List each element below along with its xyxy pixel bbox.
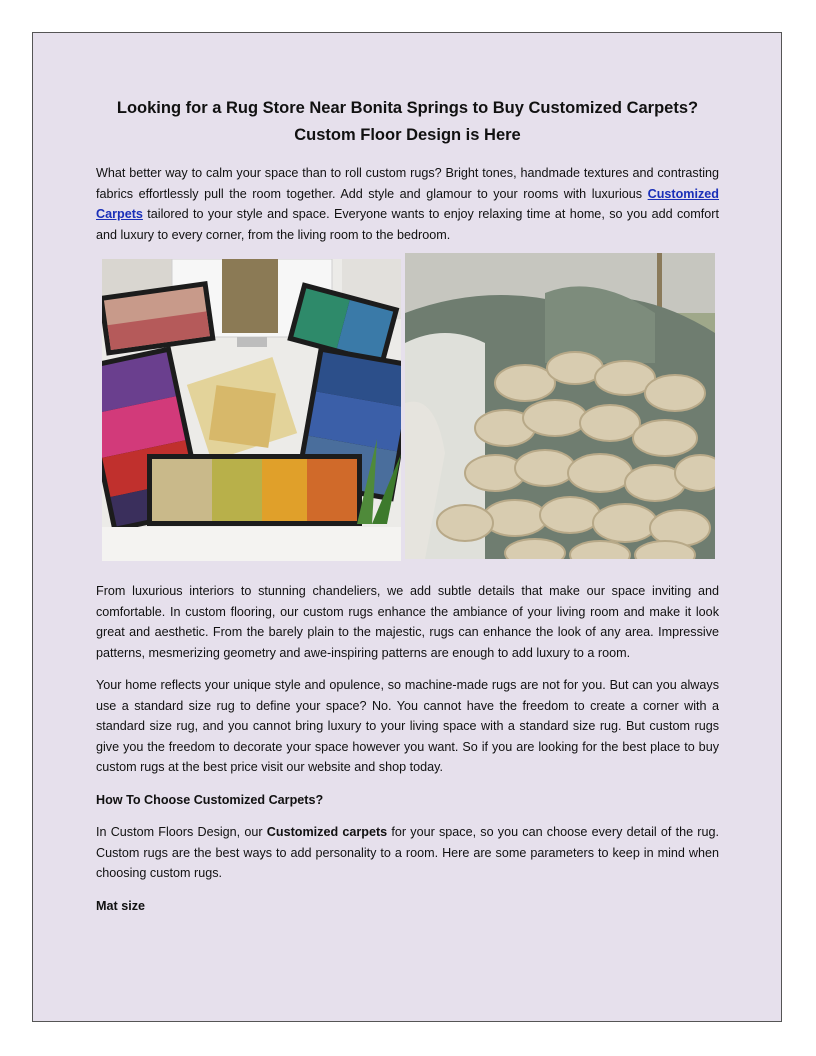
paragraph-ambiance: From luxurious interiors to stunning chandeliers, we add subtle details that make our space inviting and comfortable. In custom flooring, our custom rugs enhance the ambiance of your living room and make it look great and aesthetic. From the barely plain to the majestic, rugs can enhance the look of any area. Impressive patterns, mesmerizing geometry and awe-inspiring patterns are enough to add luxury to a room. (96, 584, 719, 660)
document-page (32, 32, 782, 1022)
intro-paragraph (96, 163, 719, 245)
paragraph-unique-style: Your home reflects your unique style and opulence, so machine-made rugs are not for you. But can you always use a standard size rug to define your space? No. You cannot have the freedom to create a corner with a standard size rug, and you cannot bring luxury to your living space with a standard size rug. But custom rugs give you the freedom to decorate your space however you want. So if you are looking for the best place to buy custom rugs at the best price visit our website and shop today. (96, 678, 719, 774)
document-content (96, 95, 719, 928)
wool-yarn-pile-image (405, 253, 715, 559)
yarn-sample-boards-image (102, 259, 401, 561)
para4-text-end: for your space, so you can choose every detail of the rug. Custom rugs are the best ways to add personality to a room. Here are some parameters to keep in mind when choosing custom rugs. (96, 825, 720, 880)
customized-carpets-bold: Customized carpets (266, 825, 388, 839)
page-title: Looking for a Rug Store Near Bonita Springs to Buy Customized Carpets? Custom Floor Design is Here (116, 99, 699, 144)
paragraph-custom-floors-design (96, 822, 719, 884)
heading-how-to-choose: How To Choose Customized Carpets? (96, 792, 324, 807)
intro-text-start: What better way to calm your space than to roll custom rugs? Bright tones, handmade textures and contrasting fabrics effortlessly pull the room together. Add style and glamour to your rooms with luxurious (96, 166, 719, 201)
heading-mat-size: Mat size (96, 898, 145, 913)
customized-carpets-link[interactable]: Customized Carpets (96, 186, 719, 221)
intro-text-end: tailored to your style and space. Everyone wants to enjoy relaxing time at home, so you add comfort and luxury to every corner, from the living room to the bedroom. (96, 207, 719, 242)
image-row (96, 259, 719, 565)
para4-text-start: In Custom Floors Design, our (96, 825, 267, 839)
